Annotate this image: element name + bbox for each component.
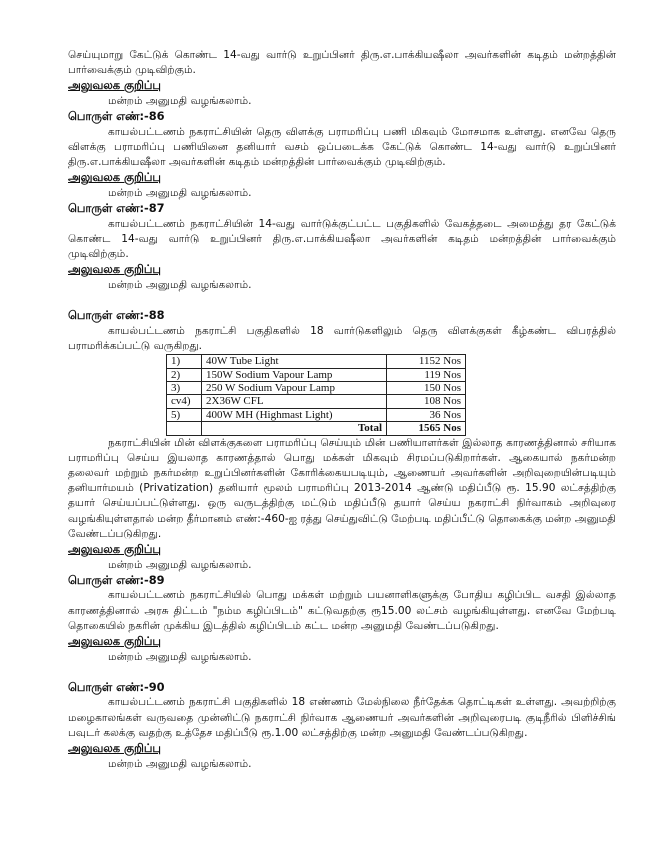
row-number: 3) [167,382,202,395]
table-row [167,382,466,395]
light-count: 108 Nos [387,395,466,408]
table-row [167,368,466,381]
light-count: 119 Nos [387,368,466,381]
office-note-label: அலுவலக குறிப்பு [68,741,161,756]
office-note-label: அலுவலக குறிப்பு [68,542,161,557]
subject-heading-86: பொருள் எண்:-86 [68,109,165,124]
table-row [167,355,466,368]
subject-heading-87: பொருள் எண்:-87 [68,201,165,216]
intro-text: செய்யுமாறு கேட்டுக் கொண்ட 14-வது வார்டு உறுப்பினர் திரு.எ.பாக்கியஷீலா அவர்களின் கடிதம் மன்றத்தின் பார்வைக்கும் முடிவிற்கும். [68,49,616,77]
subject-body-86: காயல்பட்டணம் நகராட்சியின் தெரு விளக்கு பராமரிப்பு பணி மிகவும் மோசமாக உள்ளது. எனவே தெரு விளக்கு பராமரிப்பு பணியினை தனியார் வசம் ஒப்படைக்க கேட்டுக் கொண்ட 14-வது வார்டு உறுப்பினர் திரு.எ.பாக்கியஷீலா அவர்களின் கடிதம் மன்றத்தின் பார்வைக்கும் முடிவிற்கும். [68,125,616,169]
resolution-text: மன்றம் அனுமதி வழங்கலாம். [108,757,252,770]
document-page [68,48,616,772]
light-type: 2X36W CFL [202,395,387,408]
resolution-text: மன்றம் அனுமதி வழங்கலாம். [108,279,252,291]
light-type: 250 W Sodium Vapour Lamp [202,382,387,395]
light-type: 400W MH (Highmast Light) [202,408,387,421]
light-type: 40W Tube Light [202,355,387,368]
row-number: 2) [167,368,202,381]
light-count: 36 Nos [387,408,466,421]
subject-body-88: காயல்பட்டணம் நகராட்சி பகுதிகளில் 18 வார்டுகளிலும் தெரு விளக்குகள் கீழ்கண்ட விபரத்தில் பராமரிக்கப்பட்டு வருகிறது. [68,324,616,352]
subject-body-87: காயல்பட்டணம் நகராட்சியின் 14-வது வார்டுக்குட்பட்ட பகுதிகளில் வேகத்தடை அமைத்து தர கேட்டுக் கொண்ட 14-வது வார்டு உறுப்பினர் திரு.எ.பாக்கியஷீலா அவர்களின் கடிதம் மன்றத்தின் பார்வைக்கும் முடிவிற்கும். [68,217,616,261]
resolution-text: மன்றம் அனுமதி வழங்கலாம். [108,95,252,107]
office-note-label: அலுவலக குறிப்பு [68,634,161,649]
table-total-row [167,422,466,435]
subject-heading-89: பொருள் எண்:-89 [68,572,165,587]
office-note-label: அலுவலக குறிப்பு [68,78,161,93]
table-row [167,395,466,408]
total-count: 1565 Nos [387,422,466,435]
empty-cell [167,422,202,435]
subject-heading-88: பொருள் எண்:-88 [68,308,165,323]
row-number: 1) [167,355,202,368]
subject-body-89: காயல்பட்டணம் நகராட்சியில் பொது மக்கள் மற்றும் பயனாளிகளுக்கு போதிய கழிப்பிட வசதி இல்லாத காரணத்தினால் அரசு திட்டம் "நம்ம கழிப்பிடம்" கட்டுவதற்கு ரூ15.00 லட்சம் வழங்கியுள்ளது. எனவே மேற்படி தொகையில் நகரின் முக்கிய இடத்தில் கழிப்பிடம் கட்ட மன்ற அனுமதி வேண்டப்படுகிறது. [68,589,616,632]
subject-heading-90: பொருள் எண்:-90 [68,679,165,694]
row-number: cv4) [167,395,202,408]
light-count: 1152 Nos [387,355,466,368]
total-label: Total [202,422,387,435]
resolution-text: மன்றம் அனுமதி வழங்கலாம். [108,558,252,571]
subject-body-90: காயல்பட்டணம் நகராட்சி பகுதிகளில் 18 எண்ணம் மேல்நிலை நீர்தேக்க தொட்டிகள் உள்ளது. அவற்றிற்கு மழைகாலங்கள் வருவதை முன்னிட்டு நகராட்சி நிர்வாக ஆணையர் அவர்களின் அறிவுரைபடி குடிநீரில் பிளிச்சிங் பவுடர் கலக்கு வதற்கு உத்தேச மதிப்பீடு ரூ.1.00 லட்சத்திற்கு மன்ற அனுமதி வேண்டப்படுகிறது. [68,696,616,739]
table-row [167,408,466,421]
subject-body-88-continued: நகராட்சியின் மின் விளக்குகளை பராமரிப்பு செய்யும் மின் பணியாளர்கள் இல்லாத காரணத்தினால் சரியாக பராமரிப்பு செய்ய இயலாத காரணத்தால் பொது மக்கள் மிகவும் சிரமப்படுகிறார்கள். ஆகையால் நகர்மன்ற தலைவர் மற்றும் நகர்மன்ற உறுப்பினர்களின் கோரிக்கையபடியும், ஆணையர் அவர்களின் அறிவுறையின்படியும் தனியார்மயம் (Privatization) தனியார் மூலம் பராமரிப்பு 2013-2014 ஆண்டு மதிப்பீடு ரூ. 15.90 லட்சத்திற்கு தயார் செய்யப்பட்டுள்ளது. ஒரு வருடத்திற்கு மட்டும் மதிப்பீடு தயார் செய்ய நகராட்சி நிர்வாகம் அறிவுரை வழங்கியுள்ளதால் மன்ற தீர்மானம் எண்:-460-ஐ ரத்து செய்துவிட்டு மேற்படி மதிப்பீட்டு தொகைக்கு மன்ற அனுமதி வேண்டப்படுகிறது. [68,436,617,540]
resolution-text: மன்றம் அனுமதி வழங்கலாம். [108,187,252,199]
office-note-label: அலுவலக குறிப்பு [68,170,161,185]
street-light-table [166,354,466,435]
resolution-text: மன்றம் அனுமதி வழங்கலாம். [108,650,252,663]
light-type: 150W Sodium Vapour Lamp [202,368,387,381]
row-number: 5) [167,408,202,421]
light-count: 150 Nos [387,382,466,395]
office-note-label: அலுவலக குறிப்பு [68,262,161,277]
